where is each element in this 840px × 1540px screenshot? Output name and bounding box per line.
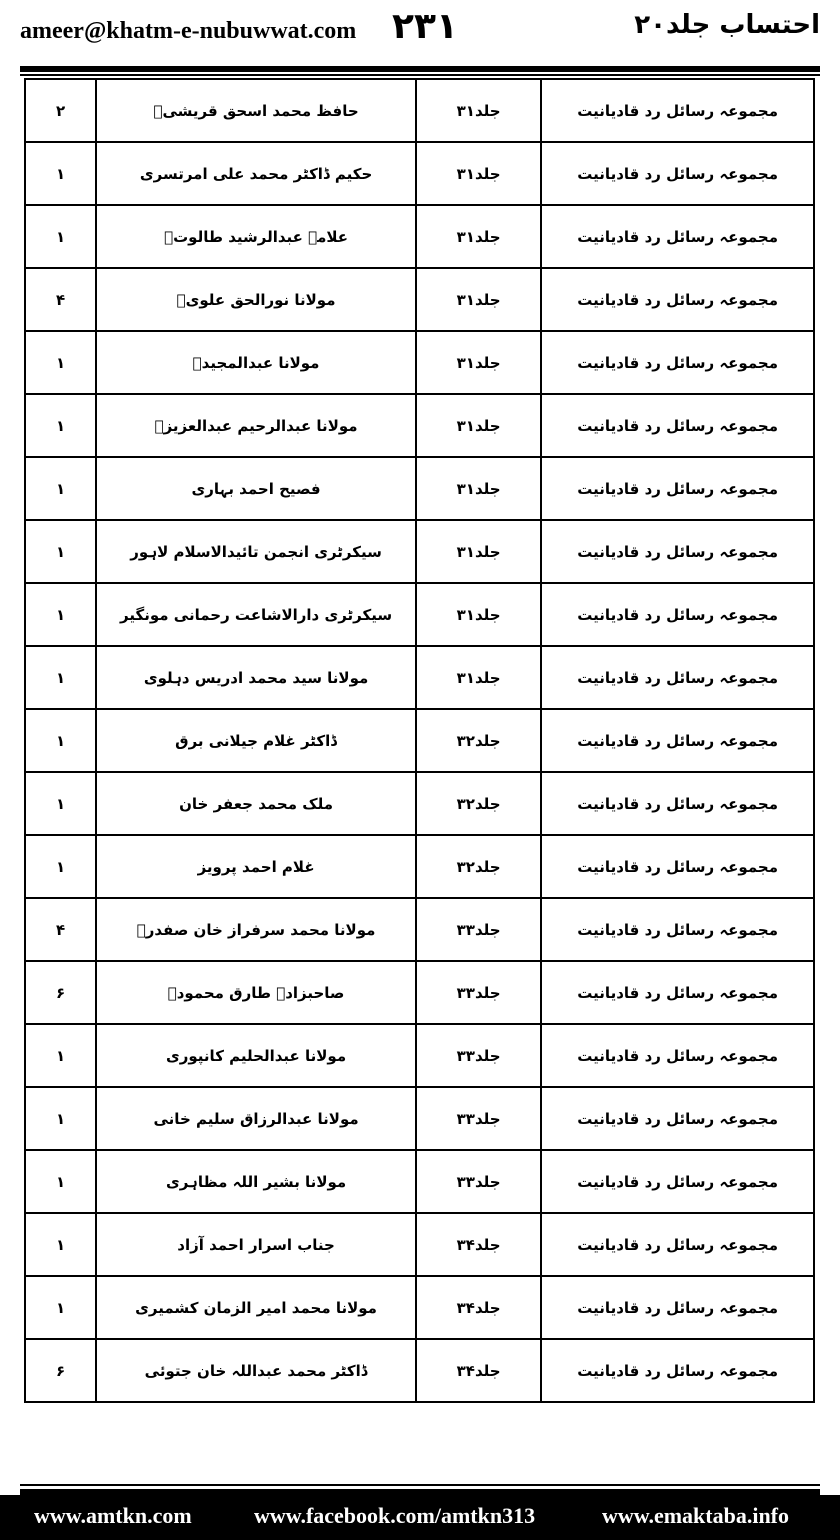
row-collection-title: مجموعہ رسائل رد قادیانیت (541, 961, 814, 1024)
table-row (25, 709, 814, 772)
table-row (25, 646, 814, 709)
row-count: ۱ (25, 520, 96, 583)
row-author-name: علامہ عبدالرشید طالوتؒ (96, 205, 416, 268)
row-count: ۴ (25, 898, 96, 961)
table-row (25, 79, 814, 142)
row-author-name: مولانا محمد امیر الزمان کشمیری (96, 1276, 416, 1339)
row-volume: جلد۳۱ (416, 394, 541, 457)
table-row (25, 1024, 814, 1087)
row-author-name: حکیم ڈاکٹر محمد علی امرتسری (96, 142, 416, 205)
row-volume: جلد۳۳ (416, 898, 541, 961)
row-collection-title: مجموعہ رسائل رد قادیانیت (541, 1339, 814, 1402)
row-count: ۶ (25, 1339, 96, 1402)
row-author-name: مولانا بشیر اللہ مظاہری (96, 1150, 416, 1213)
row-collection-title: مجموعہ رسائل رد قادیانیت (541, 1213, 814, 1276)
row-author-name: مولانا سید محمد ادریس دہلوی (96, 646, 416, 709)
row-author-name: مولانا نورالحق علویؒ (96, 268, 416, 331)
row-count: ۲ (25, 79, 96, 142)
book-title: احتساب جلد۲۰ (634, 10, 820, 40)
row-count: ۱ (25, 646, 96, 709)
footer-link-emaktaba[interactable]: www.emaktaba.info (602, 1503, 790, 1528)
table-row (25, 394, 814, 457)
row-volume: جلد۳۱ (416, 205, 541, 268)
row-volume: جلد۳۱ (416, 520, 541, 583)
row-author-name: مولانا عبدالرزاق سلیم خانی (96, 1087, 416, 1150)
table-row (25, 772, 814, 835)
row-author-name: ڈاکٹر محمد عبداللہ خان جتوئی (96, 1339, 416, 1402)
row-collection-title: مجموعہ رسائل رد قادیانیت (541, 79, 814, 142)
row-volume: جلد۳۱ (416, 646, 541, 709)
row-count: ۶ (25, 961, 96, 1024)
page-footer (0, 1495, 840, 1540)
row-count: ۱ (25, 142, 96, 205)
row-count: ۱ (25, 772, 96, 835)
row-volume: جلد۳۲ (416, 835, 541, 898)
table-row (25, 1087, 814, 1150)
header-email: ameer@khatm-e-nubuwwat.com (20, 18, 357, 44)
page-header (0, 0, 840, 66)
table-row (25, 331, 814, 394)
index-table-body (25, 79, 814, 1402)
footer-rule-thin (20, 1484, 820, 1486)
table-row (25, 205, 814, 268)
row-author-name: صاحبزادہ طارق محمودؒ (96, 961, 416, 1024)
table-row (25, 520, 814, 583)
row-collection-title: مجموعہ رسائل رد قادیانیت (541, 205, 814, 268)
row-collection-title: مجموعہ رسائل رد قادیانیت (541, 520, 814, 583)
row-count: ۱ (25, 1213, 96, 1276)
header-rule-thick (20, 66, 820, 72)
row-volume: جلد۳۴ (416, 1276, 541, 1339)
table-row (25, 268, 814, 331)
row-count: ۱ (25, 835, 96, 898)
row-collection-title: مجموعہ رسائل رد قادیانیت (541, 1024, 814, 1087)
table-row (25, 142, 814, 205)
row-count: ۱ (25, 709, 96, 772)
row-count: ۱ (25, 1087, 96, 1150)
table-row (25, 1339, 814, 1402)
row-volume: جلد۳۳ (416, 1087, 541, 1150)
row-volume: جلد۳۴ (416, 1339, 541, 1402)
row-author-name: جناب اسرار احمد آزاد (96, 1213, 416, 1276)
row-volume: جلد۳۴ (416, 1213, 541, 1276)
row-collection-title: مجموعہ رسائل رد قادیانیت (541, 583, 814, 646)
footer-link-amtkn[interactable]: www.amtkn.com (34, 1503, 192, 1528)
page-number: ۲۳۱ (392, 6, 458, 47)
row-collection-title: مجموعہ رسائل رد قادیانیت (541, 142, 814, 205)
row-author-name: فصیح احمد بہاری (96, 457, 416, 520)
row-collection-title: مجموعہ رسائل رد قادیانیت (541, 898, 814, 961)
table-row (25, 1213, 814, 1276)
row-collection-title: مجموعہ رسائل رد قادیانیت (541, 835, 814, 898)
row-volume: جلد۳۳ (416, 1024, 541, 1087)
row-author-name: مولانا محمد سرفراز خان صفدرؒ (96, 898, 416, 961)
row-count: ۱ (25, 1024, 96, 1087)
index-table (24, 78, 815, 1403)
row-collection-title: مجموعہ رسائل رد قادیانیت (541, 1150, 814, 1213)
table-row (25, 961, 814, 1024)
table-row (25, 1276, 814, 1339)
row-collection-title: مجموعہ رسائل رد قادیانیت (541, 646, 814, 709)
table-row (25, 1150, 814, 1213)
row-collection-title: مجموعہ رسائل رد قادیانیت (541, 772, 814, 835)
row-author-name: حافظ محمد اسحق قریشیؒ (96, 79, 416, 142)
row-count: ۱ (25, 331, 96, 394)
row-author-name: مولانا عبدالحلیم کانپوری (96, 1024, 416, 1087)
row-count: ۱ (25, 394, 96, 457)
footer-link-facebook[interactable]: www.facebook.com/amtkn313 (254, 1503, 536, 1528)
row-volume: جلد۳۲ (416, 772, 541, 835)
row-volume: جلد۳۱ (416, 331, 541, 394)
row-volume: جلد۳۳ (416, 961, 541, 1024)
row-volume: جلد۳۲ (416, 709, 541, 772)
row-volume: جلد۳۱ (416, 142, 541, 205)
table-row (25, 898, 814, 961)
row-author-name: ملک محمد جعفر خان (96, 772, 416, 835)
row-count: ۴ (25, 268, 96, 331)
row-count: ۱ (25, 1150, 96, 1213)
row-collection-title: مجموعہ رسائل رد قادیانیت (541, 457, 814, 520)
row-volume: جلد۳۱ (416, 79, 541, 142)
row-count: ۱ (25, 583, 96, 646)
row-volume: جلد۳۱ (416, 457, 541, 520)
table-row (25, 583, 814, 646)
row-collection-title: مجموعہ رسائل رد قادیانیت (541, 1276, 814, 1339)
row-author-name: مولانا عبدالرحیم عبدالعزیزؒ (96, 394, 416, 457)
row-author-name: سیکرٹری انجمن تائیدالاسلام لاہور (96, 520, 416, 583)
row-author-name: مولانا عبدالمجیدؒ (96, 331, 416, 394)
row-collection-title: مجموعہ رسائل رد قادیانیت (541, 331, 814, 394)
row-volume: جلد۳۱ (416, 268, 541, 331)
table-row (25, 835, 814, 898)
row-collection-title: مجموعہ رسائل رد قادیانیت (541, 394, 814, 457)
row-author-name: غلام احمد پرویز (96, 835, 416, 898)
row-count: ۱ (25, 457, 96, 520)
row-author-name: ڈاکٹر غلام جیلانی برق (96, 709, 416, 772)
row-collection-title: مجموعہ رسائل رد قادیانیت (541, 268, 814, 331)
table-row (25, 457, 814, 520)
row-count: ۱ (25, 205, 96, 268)
row-count: ۱ (25, 1276, 96, 1339)
header-rule-thin (20, 74, 820, 76)
row-author-name: سیکرٹری دارالاشاعت رحمانی مونگیر (96, 583, 416, 646)
row-volume: جلد۳۳ (416, 1150, 541, 1213)
row-volume: جلد۳۱ (416, 583, 541, 646)
row-collection-title: مجموعہ رسائل رد قادیانیت (541, 709, 814, 772)
row-collection-title: مجموعہ رسائل رد قادیانیت (541, 1087, 814, 1150)
